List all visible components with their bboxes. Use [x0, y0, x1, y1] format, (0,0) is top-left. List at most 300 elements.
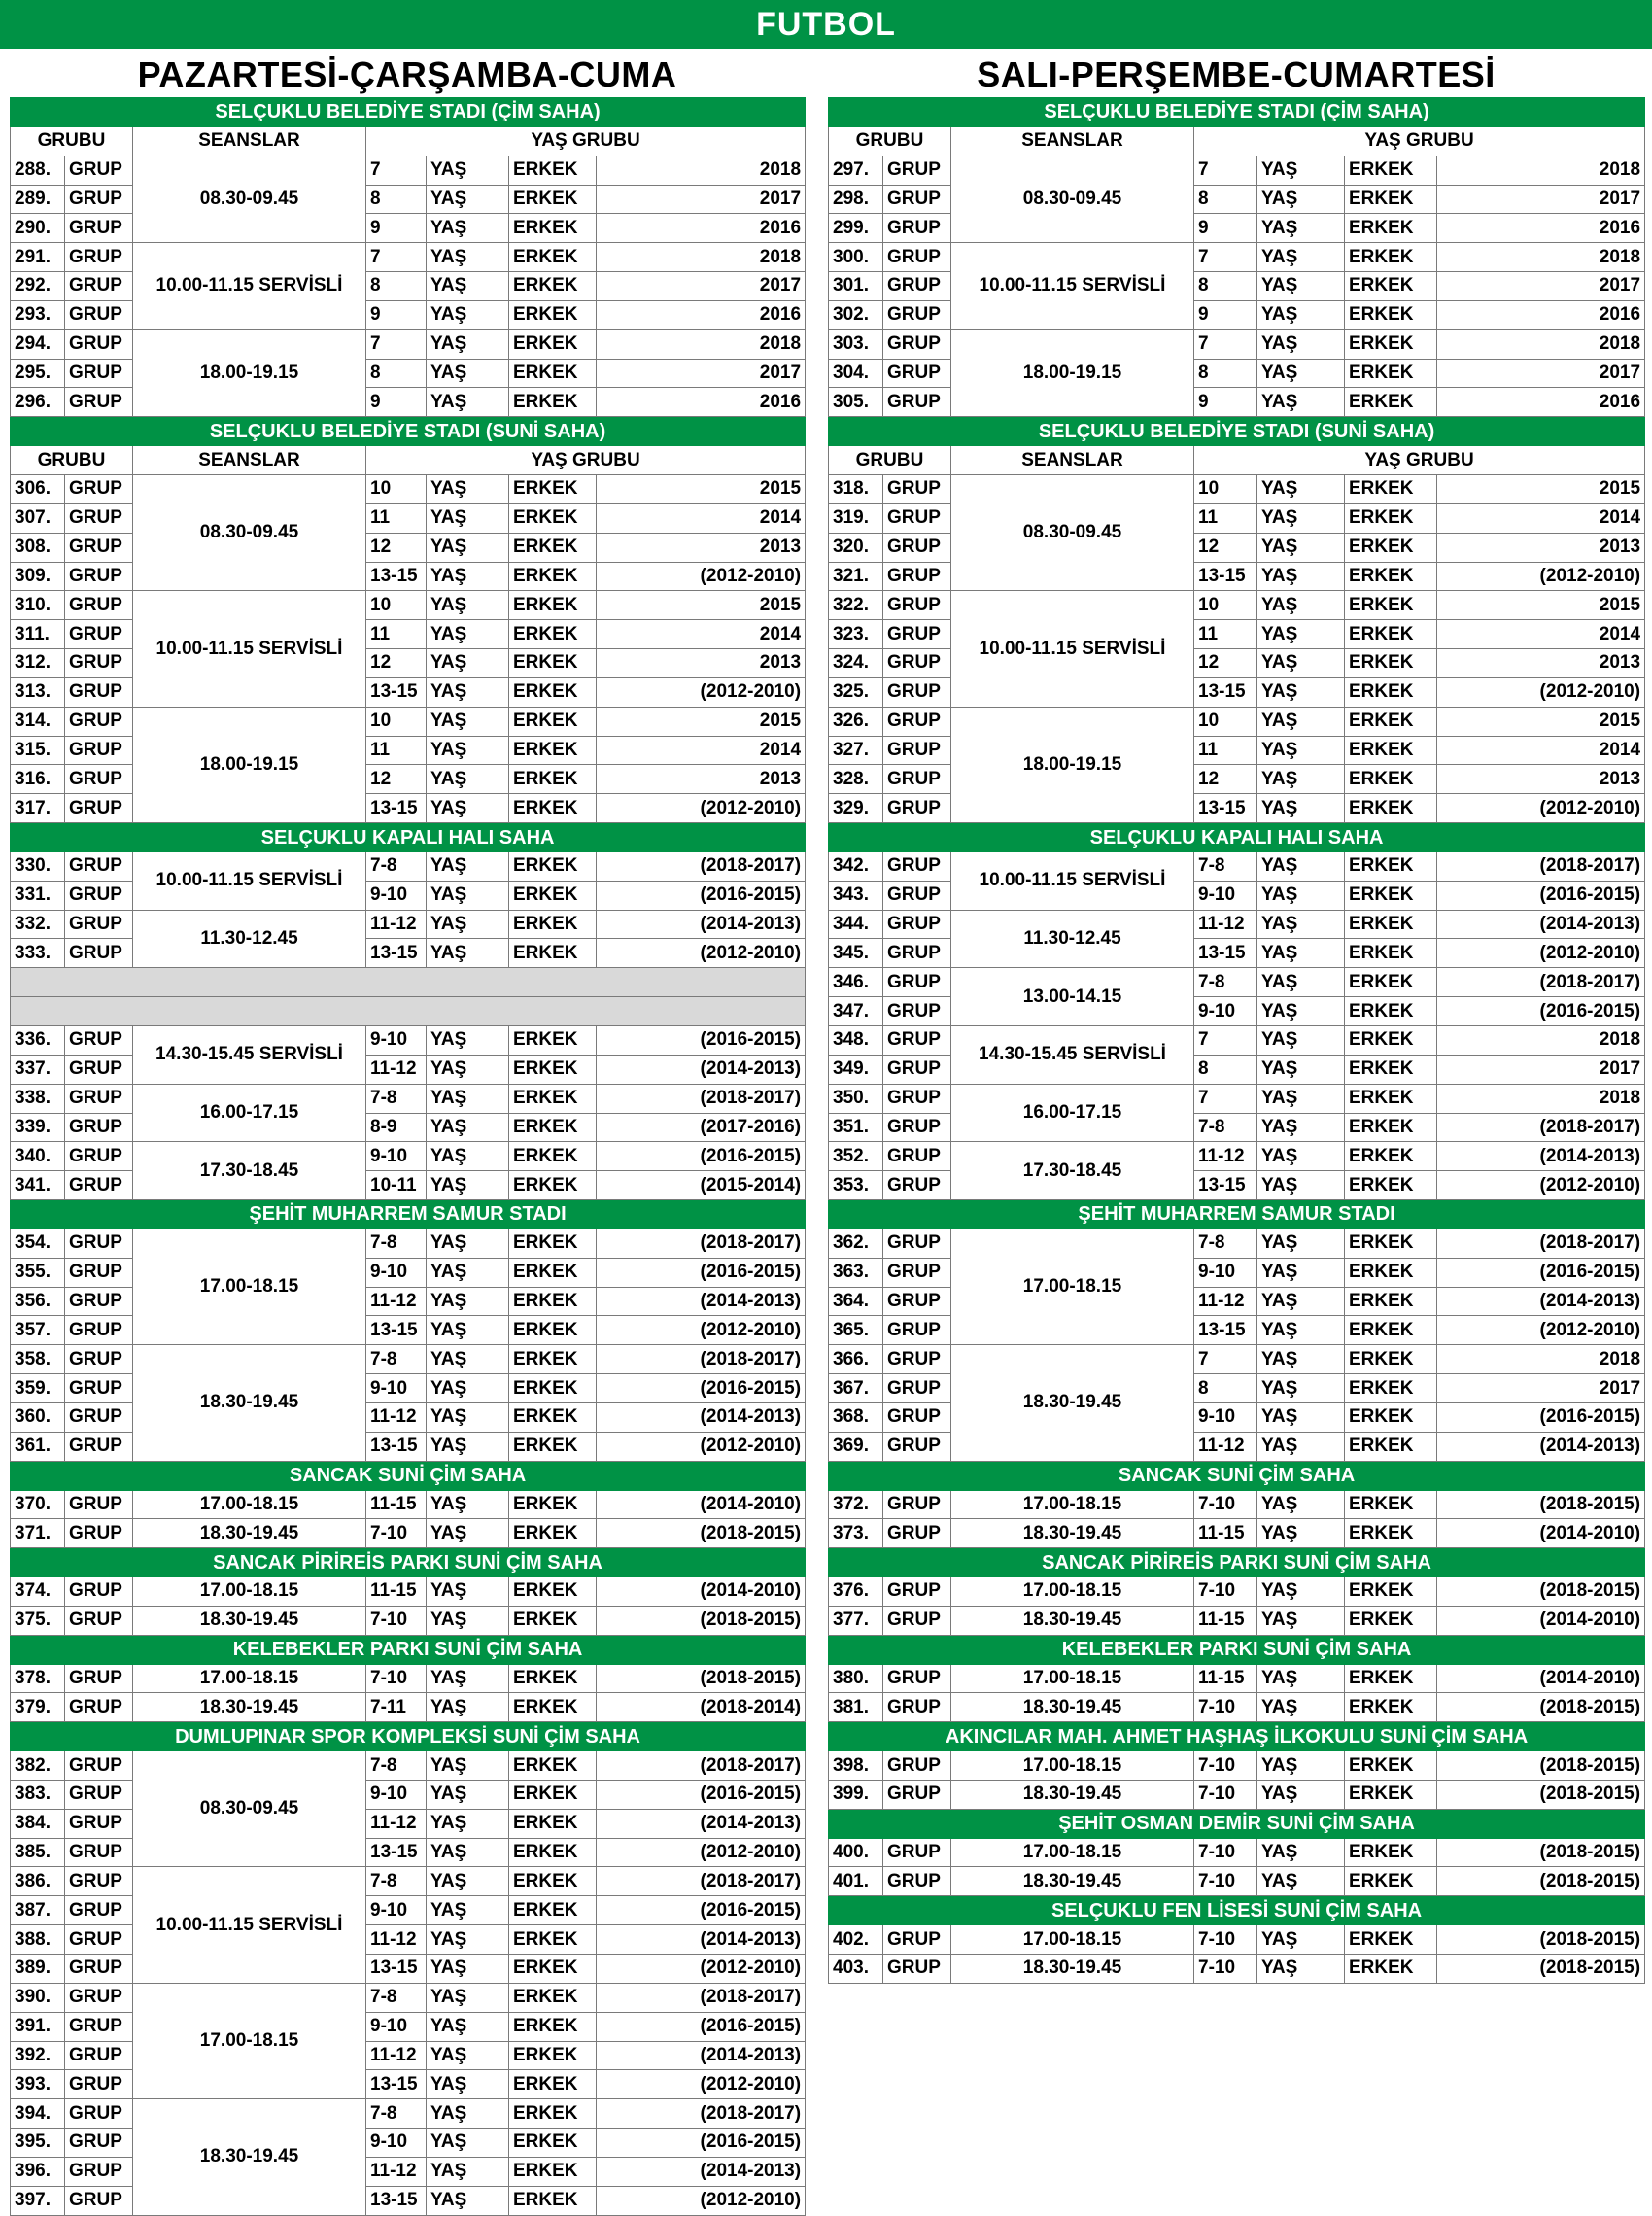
gender: ERKEK [509, 1896, 597, 1925]
group-number: 328. [829, 765, 883, 794]
age: 12 [366, 765, 427, 794]
birth-year: (2014-2010) [1437, 1519, 1645, 1548]
table-row [11, 1809, 806, 1838]
session-time: 18.30-19.45 [951, 1606, 1194, 1635]
age: 12 [1194, 765, 1257, 794]
age: 11-12 [366, 1402, 427, 1432]
age: 9 [366, 214, 427, 243]
birth-year: 2018 [1437, 329, 1645, 359]
age: 13-15 [366, 677, 427, 707]
birth-year: 2013 [1437, 649, 1645, 678]
gender: ERKEK [1345, 1084, 1437, 1113]
birth-year: (2018-2015) [1437, 1577, 1645, 1607]
venue-header-row [11, 1722, 806, 1751]
age-unit: YAŞ [1257, 359, 1345, 388]
birth-year: 2016 [1437, 300, 1645, 329]
age-unit: YAŞ [427, 2099, 509, 2129]
group-number: 358. [11, 1345, 65, 1374]
table-row [11, 2129, 806, 2158]
age-unit: YAŞ [427, 707, 509, 736]
age: 10 [1194, 474, 1257, 503]
group-label: GRUP [883, 968, 951, 997]
group-label: GRUP [65, 1316, 133, 1345]
group-label: GRUP [65, 1026, 133, 1056]
group-number: 294. [11, 329, 65, 359]
group-number: 298. [829, 185, 883, 214]
age-unit: YAŞ [427, 2186, 509, 2215]
group-number: 372. [829, 1490, 883, 1519]
group-number: 401. [829, 1867, 883, 1896]
age: 11-12 [366, 1925, 427, 1955]
table-row [11, 1490, 806, 1519]
group-label: GRUP [883, 1606, 951, 1635]
session-time: 11.30-12.45 [133, 910, 366, 968]
age-unit: YAŞ [1257, 1229, 1345, 1258]
age-unit: YAŞ [427, 1751, 509, 1781]
age: 7-11 [366, 1693, 427, 1722]
group-number: 309. [11, 562, 65, 591]
group-number: 403. [829, 1955, 883, 1984]
gender: ERKEK [1345, 388, 1437, 417]
age: 7 [366, 243, 427, 272]
age: 7-8 [1194, 968, 1257, 997]
group-label: GRUP [883, 329, 951, 359]
table-row [11, 1519, 806, 1548]
group-label: GRUP [65, 1287, 133, 1316]
group-number: 324. [829, 649, 883, 678]
table-row [829, 851, 1645, 881]
session-time: 18.00-19.15 [951, 329, 1194, 417]
session-time: 17.00-18.15 [133, 1490, 366, 1519]
column-header-row [829, 446, 1645, 475]
age-unit: YAŞ [427, 736, 509, 765]
gender: ERKEK [509, 1258, 597, 1287]
group-label: GRUP [883, 736, 951, 765]
group-label: GRUP [883, 1490, 951, 1519]
group-number: 381. [829, 1693, 883, 1722]
group-label: GRUP [65, 359, 133, 388]
gender: ERKEK [1345, 910, 1437, 939]
age: 9-10 [366, 881, 427, 910]
header-yas-grubu: YAŞ GRUBU [366, 126, 806, 156]
schedule-column-left [10, 49, 805, 2216]
age: 11-15 [366, 1577, 427, 1607]
birth-year: (2018-2015) [597, 1606, 806, 1635]
session-time: 17.00-18.15 [951, 1664, 1194, 1693]
column-header-row [11, 126, 806, 156]
birth-year: (2012-2010) [1437, 794, 1645, 823]
session-time: 17.00-18.15 [133, 1229, 366, 1344]
age-unit: YAŞ [1257, 1374, 1345, 1403]
group-label: GRUP [65, 2012, 133, 2041]
header-yas-grubu: YAŞ GRUBU [366, 446, 806, 475]
group-number: 360. [11, 1402, 65, 1432]
group-number: 351. [829, 1113, 883, 1142]
age-unit: YAŞ [1257, 1345, 1345, 1374]
age-unit: YAŞ [427, 2157, 509, 2186]
table-row [11, 2070, 806, 2099]
gender: ERKEK [509, 533, 597, 562]
birth-year: (2018-2015) [1437, 1490, 1645, 1519]
age: 7-10 [1194, 1925, 1257, 1955]
table-row [11, 939, 806, 968]
group-label: GRUP [65, 1838, 133, 1867]
gender: ERKEK [1345, 765, 1437, 794]
table-row [829, 591, 1645, 620]
venue-header-row [11, 98, 806, 127]
table-row [829, 1751, 1645, 1781]
table-row [11, 1983, 806, 2012]
birth-year: 2015 [597, 474, 806, 503]
group-number: 320. [829, 533, 883, 562]
header-grubu: GRUBU [11, 446, 133, 475]
gender: ERKEK [1345, 1577, 1437, 1607]
birth-year: (2014-2013) [597, 1809, 806, 1838]
gender: ERKEK [1345, 214, 1437, 243]
venue-header-row [829, 1635, 1645, 1664]
gender: ERKEK [1345, 359, 1437, 388]
group-number: 295. [11, 359, 65, 388]
group-number: 339. [11, 1113, 65, 1142]
birth-year: (2012-2010) [1437, 939, 1645, 968]
age: 13-15 [366, 2186, 427, 2215]
gender: ERKEK [509, 300, 597, 329]
age: 13-15 [1194, 1171, 1257, 1200]
age-unit: YAŞ [427, 503, 509, 533]
birth-year: (2014-2013) [597, 910, 806, 939]
age-unit: YAŞ [427, 243, 509, 272]
venue-name: ŞEHİT MUHARREM SAMUR STADI [11, 1200, 806, 1229]
group-label: GRUP [883, 910, 951, 939]
birth-year: (2018-2015) [1437, 1955, 1645, 1984]
table-row [829, 1867, 1645, 1896]
table-row [11, 1055, 806, 1084]
age-unit: YAŞ [1257, 185, 1345, 214]
group-number: 390. [11, 1983, 65, 2012]
birth-year: (2018-2015) [1437, 1780, 1645, 1809]
table-row [11, 794, 806, 823]
age: 13-15 [366, 794, 427, 823]
session-time: 14.30-15.45 SERVİSLİ [951, 1026, 1194, 1085]
table-row [11, 2041, 806, 2070]
age-unit: YAŞ [1257, 677, 1345, 707]
blank-row [11, 968, 806, 997]
birth-year: 2018 [1437, 156, 1645, 185]
age-unit: YAŞ [1257, 503, 1345, 533]
group-label: GRUP [65, 1229, 133, 1258]
venue-name: AKINCILAR MAH. AHMET HAŞHAŞ İLKOKULU SUNİ ÇİM SAHA [829, 1722, 1645, 1751]
age: 9-10 [366, 1896, 427, 1925]
gender: ERKEK [1345, 1867, 1437, 1896]
gender: ERKEK [1345, 533, 1437, 562]
table-row [11, 272, 806, 301]
header-seanslar: SEANSLAR [133, 446, 366, 475]
gender: ERKEK [1345, 474, 1437, 503]
group-label: GRUP [65, 2129, 133, 2158]
group-label: GRUP [883, 1374, 951, 1403]
birth-year: (2017-2016) [597, 1113, 806, 1142]
venue-name: SANCAK SUNİ ÇİM SAHA [11, 1461, 806, 1490]
venue-name: SELÇUKLU FEN LİSESİ SUNİ ÇİM SAHA [829, 1896, 1645, 1925]
age: 11-12 [1194, 1432, 1257, 1461]
group-number: 291. [11, 243, 65, 272]
age: 8-9 [366, 1113, 427, 1142]
group-number: 331. [11, 881, 65, 910]
gender: ERKEK [509, 2041, 597, 2070]
gender: ERKEK [1345, 881, 1437, 910]
group-number: 322. [829, 591, 883, 620]
birth-year: 2017 [1437, 272, 1645, 301]
gender: ERKEK [509, 2099, 597, 2129]
session-time: 10.00-11.15 SERVİSLİ [951, 851, 1194, 910]
group-label: GRUP [65, 156, 133, 185]
group-number: 382. [11, 1751, 65, 1781]
age: 11-12 [366, 2157, 427, 2186]
age: 8 [1194, 185, 1257, 214]
group-number: 318. [829, 474, 883, 503]
group-label: GRUP [65, 185, 133, 214]
age-unit: YAŞ [427, 1432, 509, 1461]
age: 9-10 [366, 2129, 427, 2158]
group-label: GRUP [65, 1402, 133, 1432]
group-number: 373. [829, 1519, 883, 1548]
birth-year: 2014 [597, 736, 806, 765]
group-number: 293. [11, 300, 65, 329]
session-time: 18.30-19.45 [133, 1693, 366, 1722]
header-seanslar: SEANSLAR [951, 446, 1194, 475]
group-number: 346. [829, 968, 883, 997]
birth-year: (2016-2015) [1437, 881, 1645, 910]
birth-year: (2014-2013) [597, 1925, 806, 1955]
birth-year: 2013 [597, 649, 806, 678]
age: 7-10 [366, 1664, 427, 1693]
age-unit: YAŞ [1257, 562, 1345, 591]
age-unit: YAŞ [427, 881, 509, 910]
group-number: 311. [11, 620, 65, 649]
age-unit: YAŞ [1257, 1432, 1345, 1461]
age: 13-15 [1194, 794, 1257, 823]
group-label: GRUP [883, 533, 951, 562]
table-row [11, 156, 806, 185]
table-row [11, 388, 806, 417]
age-unit: YAŞ [427, 1955, 509, 1984]
table-row [829, 1838, 1645, 1867]
age-unit: YAŞ [1257, 649, 1345, 678]
age-unit: YAŞ [1257, 968, 1345, 997]
group-label: GRUP [65, 939, 133, 968]
table-row [11, 620, 806, 649]
age-unit: YAŞ [427, 1055, 509, 1084]
age-unit: YAŞ [1257, 997, 1345, 1026]
age-unit: YAŞ [427, 388, 509, 417]
group-number: 371. [11, 1519, 65, 1548]
gender: ERKEK [509, 1490, 597, 1519]
birth-year: 2018 [597, 243, 806, 272]
age: 7-8 [366, 1751, 427, 1781]
group-label: GRUP [65, 1432, 133, 1461]
age-unit: YAŞ [1257, 881, 1345, 910]
gender: ERKEK [1345, 1345, 1437, 1374]
birth-year: 2016 [597, 300, 806, 329]
group-number: 297. [829, 156, 883, 185]
session-time: 17.00-18.15 [951, 1229, 1194, 1344]
age: 12 [366, 533, 427, 562]
gender: ERKEK [509, 2186, 597, 2215]
table-row [829, 910, 1645, 939]
gender: ERKEK [509, 214, 597, 243]
age-unit: YAŞ [427, 1258, 509, 1287]
group-label: GRUP [65, 2041, 133, 2070]
session-time: 17.00-18.15 [951, 1577, 1194, 1607]
table-row [11, 243, 806, 272]
age-unit: YAŞ [427, 1896, 509, 1925]
gender: ERKEK [1345, 1374, 1437, 1403]
age: 13-15 [366, 939, 427, 968]
gender: ERKEK [509, 1780, 597, 1809]
gender: ERKEK [509, 388, 597, 417]
column-header-row [829, 126, 1645, 156]
age-unit: YAŞ [1257, 1026, 1345, 1056]
group-label: GRUP [65, 881, 133, 910]
group-label: GRUP [65, 562, 133, 591]
group-label: GRUP [883, 939, 951, 968]
session-time: 10.00-11.15 SERVİSLİ [951, 591, 1194, 707]
table-row [829, 1577, 1645, 1607]
gender: ERKEK [509, 243, 597, 272]
group-number: 375. [11, 1606, 65, 1635]
gender: ERKEK [509, 2129, 597, 2158]
birth-year: 2017 [597, 359, 806, 388]
age: 7-8 [1194, 1229, 1257, 1258]
group-number: 396. [11, 2157, 65, 2186]
gender: ERKEK [1345, 968, 1437, 997]
table-row [11, 503, 806, 533]
table-row [11, 562, 806, 591]
group-number: 342. [829, 851, 883, 881]
age-unit: YAŞ [1257, 910, 1345, 939]
birth-year: 2015 [1437, 474, 1645, 503]
group-number: 329. [829, 794, 883, 823]
age: 11-12 [366, 1287, 427, 1316]
age-unit: YAŞ [427, 1809, 509, 1838]
birth-year: (2018-2017) [597, 1867, 806, 1896]
gender: ERKEK [509, 359, 597, 388]
table-row [11, 2157, 806, 2186]
table-row [11, 474, 806, 503]
age-unit: YAŞ [1257, 156, 1345, 185]
gender: ERKEK [1345, 677, 1437, 707]
age: 11-12 [1194, 1287, 1257, 1316]
age-unit: YAŞ [427, 1838, 509, 1867]
age: 9-10 [366, 1258, 427, 1287]
birth-year: (2014-2010) [1437, 1664, 1645, 1693]
age: 12 [1194, 649, 1257, 678]
birth-year: 2017 [1437, 185, 1645, 214]
birth-year: 2018 [1437, 1345, 1645, 1374]
age: 13-15 [366, 1955, 427, 1984]
group-label: GRUP [65, 503, 133, 533]
age-unit: YAŞ [427, 1316, 509, 1345]
gender: ERKEK [1345, 1316, 1437, 1345]
birth-year: (2018-2015) [1437, 1925, 1645, 1955]
gender: ERKEK [509, 156, 597, 185]
column-header-row [11, 446, 806, 475]
group-label: GRUP [65, 474, 133, 503]
age-unit: YAŞ [1257, 1316, 1345, 1345]
session-time: 08.30-09.45 [951, 474, 1194, 590]
table-row [11, 2099, 806, 2129]
gender: ERKEK [509, 2070, 597, 2099]
group-number: 304. [829, 359, 883, 388]
age: 7-10 [1194, 1867, 1257, 1896]
group-label: GRUP [883, 591, 951, 620]
gender: ERKEK [509, 2157, 597, 2186]
birth-year: (2014-2010) [597, 1490, 806, 1519]
gender: ERKEK [1345, 1955, 1437, 1984]
gender: ERKEK [509, 1867, 597, 1896]
group-label: GRUP [883, 1258, 951, 1287]
session-time: 17.00-18.15 [133, 1983, 366, 2098]
age-unit: YAŞ [427, 591, 509, 620]
age-unit: YAŞ [1257, 1142, 1345, 1171]
birth-year: 2013 [597, 533, 806, 562]
gender: ERKEK [1345, 1142, 1437, 1171]
gender: ERKEK [509, 474, 597, 503]
birth-year: (2014-2013) [1437, 910, 1645, 939]
session-time: 17.00-18.15 [951, 1838, 1194, 1867]
gender: ERKEK [509, 1084, 597, 1113]
venue-header-row [11, 1548, 806, 1577]
group-number: 327. [829, 736, 883, 765]
group-label: GRUP [883, 156, 951, 185]
gender: ERKEK [1345, 649, 1437, 678]
venue-name: KELEBEKLER PARKI SUNİ ÇİM SAHA [11, 1635, 806, 1664]
birth-year: (2016-2015) [597, 2129, 806, 2158]
age-unit: YAŞ [1257, 1113, 1345, 1142]
group-label: GRUP [65, 620, 133, 649]
group-number: 288. [11, 156, 65, 185]
group-number: 393. [11, 2070, 65, 2099]
birth-year: (2012-2010) [1437, 677, 1645, 707]
birth-year: (2016-2015) [597, 1374, 806, 1403]
gender: ERKEK [509, 329, 597, 359]
session-time: 08.30-09.45 [133, 474, 366, 590]
session-time: 17.00-18.15 [133, 1664, 366, 1693]
age-unit: YAŞ [1257, 1955, 1345, 1984]
birth-year: (2018-2014) [597, 1693, 806, 1722]
birth-year: (2018-2017) [597, 1751, 806, 1781]
age: 8 [1194, 1055, 1257, 1084]
age: 11 [1194, 620, 1257, 649]
group-number: 387. [11, 1896, 65, 1925]
group-number: 380. [829, 1664, 883, 1693]
gender: ERKEK [509, 1838, 597, 1867]
age-unit: YAŞ [427, 1693, 509, 1722]
birth-year: 2017 [1437, 1374, 1645, 1403]
age-unit: YAŞ [1257, 794, 1345, 823]
group-label: GRUP [883, 649, 951, 678]
group-number: 306. [11, 474, 65, 503]
age-unit: YAŞ [1257, 300, 1345, 329]
birth-year: (2014-2013) [597, 1055, 806, 1084]
group-label: GRUP [883, 1751, 951, 1781]
gender: ERKEK [1345, 736, 1437, 765]
age-unit: YAŞ [1257, 1171, 1345, 1200]
table-row [829, 1664, 1645, 1693]
age: 7-10 [1194, 1838, 1257, 1867]
header-grubu: GRUBU [829, 126, 951, 156]
table-row [11, 851, 806, 881]
